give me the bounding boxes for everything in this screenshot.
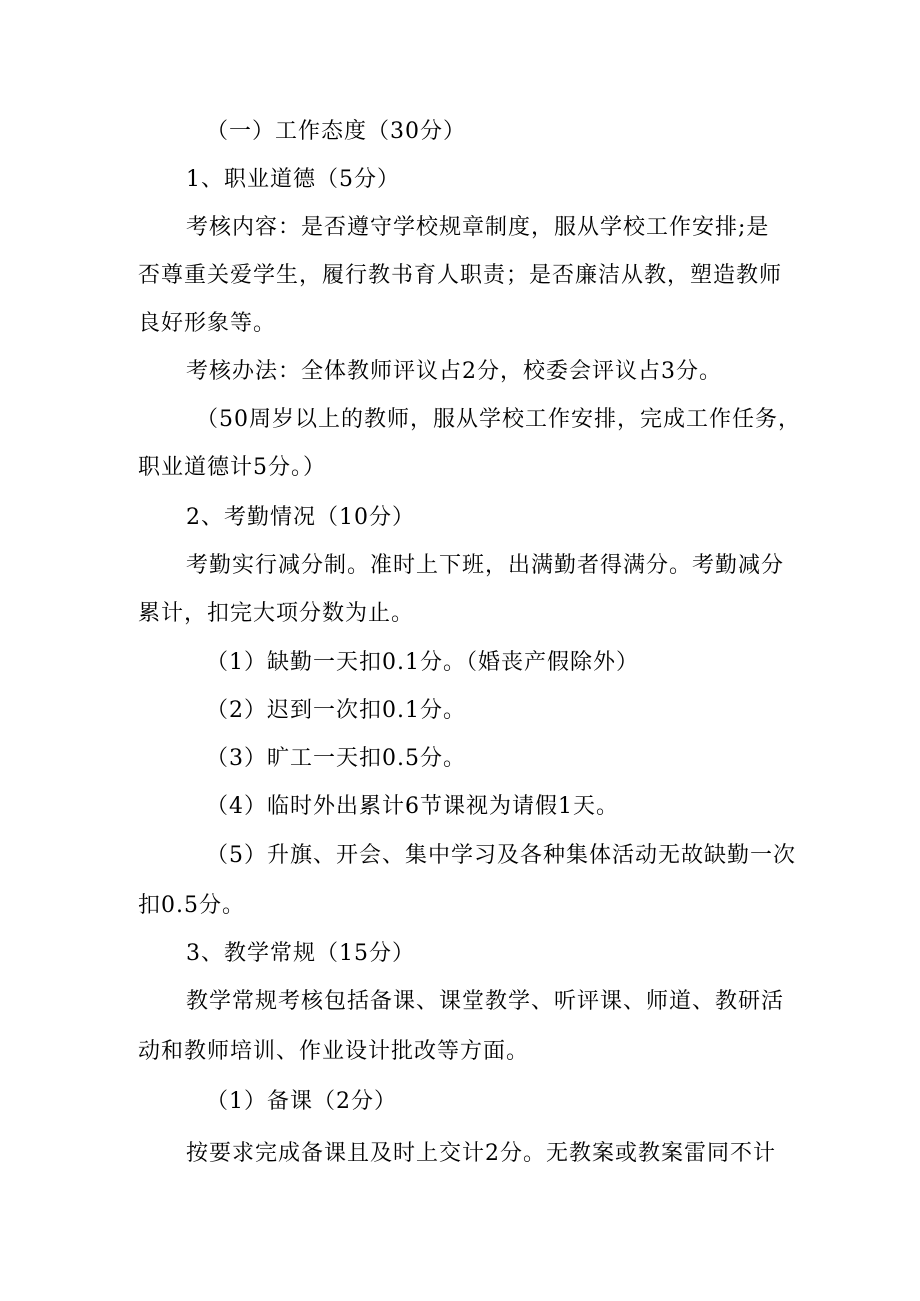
item2-rule5-line2: 扣0.5分。: [138, 893, 245, 918]
item2-intro-line2: 累计，扣完大项分数为止。: [138, 601, 415, 626]
item3-intro-line2: 动和教师培训、作业设计批改等方面。: [138, 1039, 530, 1064]
item1-content-line2: 否尊重关爱学生，履行教书育人职责；是否廉洁从教，塑造教师: [138, 263, 783, 288]
item2-heading: 2、考勤情况（10分）: [186, 505, 415, 530]
item3-heading: 3、教学常规（15分）: [186, 941, 415, 966]
item1-method: 考核办法：全体教师评议占2分，校委会评议占3分。: [186, 359, 722, 384]
item2-rule2: （2）迟到一次扣0.1分。: [206, 698, 466, 723]
section-title: （一）工作态度（30分）: [206, 119, 466, 144]
item1-content-line3: 良好形象等。: [138, 311, 277, 336]
item1-heading: 1、职业道德（5分）: [186, 167, 400, 192]
item3-intro-line1: 教学常规考核包括备课、课堂教学、听评课、师道、教研活: [186, 989, 785, 1014]
item3-sub1-heading: （1）备课（2分）: [206, 1089, 397, 1114]
item1-note-line2: 职业道德计5分。）: [138, 455, 326, 480]
item1-note-line1: （50周岁以上的教师，服从学校工作安排，完成工作任务，: [196, 407, 801, 432]
item2-rule5-line1: （5）升旗、开会、集中学习及各种集体活动无故缺勤一次: [206, 843, 796, 868]
item2-rule4: （4）临时外出累计6节课视为请假1天。: [206, 794, 619, 819]
item1-content-line1: 考核内容：是否遵守学校规章制度，服从学校工作安排;是: [186, 215, 770, 240]
item2-intro-line1: 考勤实行减分制。准时上下班，出满勤者得满分。考勤减分: [186, 553, 785, 578]
item2-rule3: （3）旷工一天扣0.5分。: [206, 746, 466, 771]
item2-rule1: （1）缺勤一天扣0.1分。（婚丧产假除外）: [206, 650, 639, 675]
item3-sub1-text: 按要求完成备课且及时上交计2分。无教案或教案雷同不计: [186, 1141, 776, 1166]
